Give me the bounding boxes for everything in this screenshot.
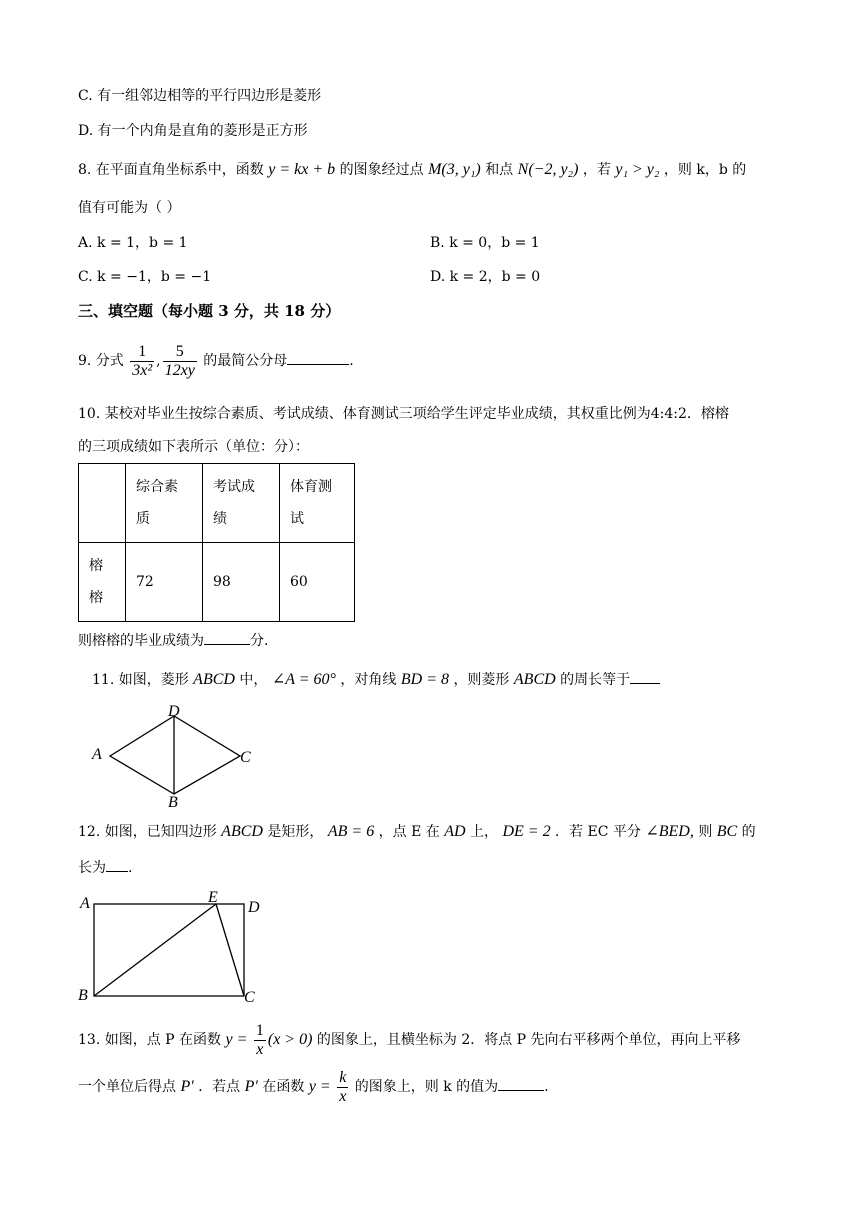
answer-blank[interactable] (498, 1076, 544, 1091)
label-e: E (208, 889, 218, 906)
q12-stem (78, 822, 756, 842)
fraction-denominator: 12xy (164, 361, 195, 379)
q11-shape: ABCD (193, 671, 235, 688)
q7-option-d: D. 有一个内角是直角的菱形是正方形 (78, 123, 308, 139)
q12-suffix: 的 (741, 824, 756, 840)
q12-text: ．若 EC 平分 (555, 824, 641, 840)
q10-stem-line2: 的三项成绩如下表所示（单位：分）： (78, 439, 309, 455)
label-b: B (168, 794, 178, 811)
q13-text: ．若点 (198, 1079, 241, 1095)
table-cell: 60 (280, 543, 355, 622)
q12-text: ，点 E 在 (378, 824, 440, 840)
q11-prefix: 11. 如图，菱形 (92, 672, 189, 688)
label-d: D (168, 703, 180, 720)
q9-fraction-2 (163, 343, 197, 380)
rectangle-shape (94, 904, 244, 996)
q9-prefix: 9. 分式 (78, 353, 124, 369)
section-heading: 三、填空题（每小题 3 分，共 18 分） (78, 302, 341, 320)
fraction-numerator: 5 (163, 343, 197, 362)
q12-prefix: 12. 如图，已知四边形 (78, 824, 217, 840)
label-b: B (78, 987, 88, 1004)
q10-answer-suffix: 分. (250, 633, 269, 649)
table-header-row (79, 464, 355, 543)
fraction-numerator: 1 (130, 343, 154, 362)
q9-suffix: 的最简公分母 (203, 353, 288, 369)
q13-end: . (544, 1079, 549, 1095)
q9-end: . (349, 353, 354, 369)
header-text: 考试成绩 (213, 479, 255, 527)
fraction-denominator: x (339, 1087, 347, 1105)
q12-stem-line2 (78, 857, 132, 878)
q7-option-c: C. 有一组邻边相等的平行四边形是菱形 (78, 88, 322, 104)
label-c: C (240, 749, 251, 766)
q11-stem (92, 669, 660, 690)
q8-text: 的图象经过点 (339, 162, 424, 178)
fraction-denominator: x (256, 1040, 264, 1058)
table-row (79, 543, 355, 622)
q8-stem (78, 160, 746, 180)
q11-diagonal: BD = 8 (400, 671, 449, 688)
q12-de: DE = 2 (502, 823, 551, 840)
q11-shape: ABCD (513, 671, 556, 688)
q11-suffix: 的周长等于 (560, 672, 631, 688)
q8-option-c: C. k = −1，b = −1 (78, 269, 212, 285)
q12-text: 则 (698, 824, 713, 840)
q13-stem (78, 1018, 741, 1062)
q13-suffix: 的图象上，且横坐标为 2．将点 P 先向右平移两个单位，再向上平移 (316, 1032, 741, 1048)
q13-condition: (x > 0) (267, 1031, 313, 1048)
fraction-numerator: k (339, 1068, 347, 1086)
q12-ad: AD (444, 823, 466, 840)
q13-p-prime: P′ (180, 1078, 194, 1095)
q12-text: 上， (470, 824, 499, 840)
q11-text: 中， (239, 672, 268, 688)
q9-separator: , (156, 353, 161, 369)
q12-text: 是矩形， (267, 824, 324, 840)
answer-blank[interactable] (106, 857, 128, 872)
fraction-denominator: 3x² (132, 361, 153, 379)
q8-point-m: M(3, y₁) (428, 161, 481, 178)
q13-y: y = (225, 1031, 248, 1048)
q8-text: 和点 (485, 162, 514, 178)
q8-function: y = kx + b (268, 161, 336, 178)
q13-prefix: 13. 如图，点 P 在函数 (78, 1032, 222, 1048)
answer-blank[interactable] (287, 350, 349, 365)
q13-text: 在函数 (262, 1079, 305, 1095)
fraction-numerator: 1 (255, 1021, 264, 1039)
answer-blank[interactable] (204, 630, 250, 645)
label-d: D (248, 899, 260, 916)
q13-p-prime: P′ (244, 1078, 258, 1095)
header-text: 体育测试 (290, 479, 332, 527)
q12-bc: BC (716, 823, 738, 840)
q13-stem-line2 (78, 1065, 549, 1109)
header-text: 综合素质 (136, 479, 178, 527)
q10-stem-line1: 10. 某校对毕业生按综合素质、考试成绩、体育测试三项给学生评定毕业成绩，其权重比例为4:4:2．榕榕 (78, 406, 729, 422)
table-cell: 72 (126, 543, 203, 622)
q12-shape: ABCD (221, 823, 263, 840)
q10-answer-prefix: 则榕榕的毕业成绩为 (78, 633, 204, 649)
q13-fraction (254, 1022, 266, 1059)
q12-end: . (128, 860, 133, 876)
segment-ec (216, 904, 244, 996)
rectangle-figure (76, 886, 276, 1008)
table-header-cell (126, 464, 203, 543)
q13-text: 的图象上，则 k 的值为 (354, 1079, 499, 1095)
q9-fraction-1 (130, 343, 154, 380)
table-cell: 98 (203, 543, 280, 622)
answer-blank[interactable] (630, 669, 660, 684)
q8-text: ，若 (582, 162, 611, 178)
q8-option-b: B. k = 0，b = 1 (430, 235, 540, 251)
q8-point-n: N(−2, y₂) (517, 161, 579, 178)
q8-stem-line2: 值有可能为（ ） (78, 200, 181, 216)
q13-text: 一个单位后得点 (78, 1079, 176, 1095)
table-cell (79, 543, 126, 622)
q12-angle: ∠BED, (645, 823, 694, 840)
table-header-cell (79, 464, 126, 543)
q11-angle: ∠A = 60° (271, 671, 336, 688)
q8-option-a: A. k = 1，b = 1 (78, 235, 188, 251)
segment-be (94, 904, 216, 996)
q10-answer-line (78, 630, 268, 651)
q8-option-d: D. k = 2，b = 0 (430, 269, 541, 285)
q13-y: y = (308, 1078, 331, 1095)
table-header-cell (203, 464, 280, 543)
rhombus-figure (88, 698, 268, 813)
q12-line2: 长为 (78, 860, 106, 876)
label-a: A (92, 746, 102, 763)
table-header-cell (280, 464, 355, 543)
q8-number: 8. 在平面直角坐标系中，函数 (78, 162, 264, 178)
q13-fraction-2 (337, 1069, 348, 1106)
score-table (78, 463, 355, 622)
q11-text: ，对角线 (340, 672, 397, 688)
label-c: C (244, 989, 255, 1006)
label-a: A (80, 895, 90, 912)
cell-text: 榕榕 (89, 558, 103, 606)
q8-condition: y₁ > y₂ (615, 161, 660, 178)
q11-text: ，则菱形 (453, 672, 510, 688)
q8-text: ，则 k，b 的 (663, 162, 747, 178)
q12-ab: AB = 6 (327, 823, 375, 840)
q9-stem (78, 338, 354, 384)
rhombus-shape (110, 716, 240, 794)
